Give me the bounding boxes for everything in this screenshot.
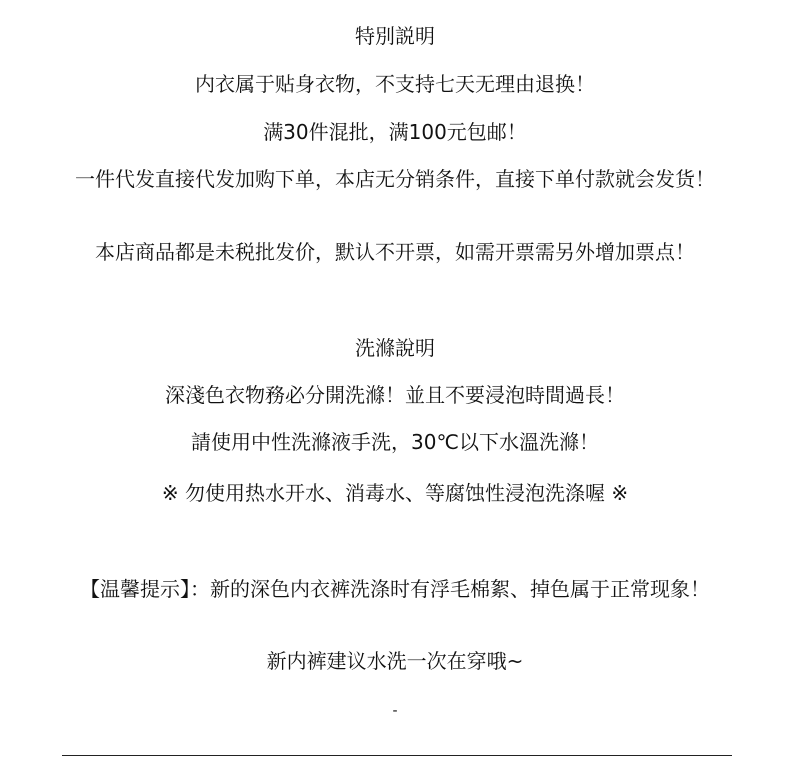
special-note-line: 一件代发直接代发加购下单，本店无分销条件，直接下单付款就会发货！ — [75, 167, 715, 191]
special-note-line: 内衣属于贴身衣物，不支持七天无理由退换！ — [195, 72, 595, 96]
bottom-rule — [62, 755, 732, 756]
special-note-line: 满30件混批，满100元包邮！ — [263, 120, 527, 144]
washing-note-line: 請使用中性洗滌液手洗，30℃以下水溫洗滌！ — [191, 430, 599, 454]
dash-separator: - — [392, 703, 398, 719]
special-note-line: 本店商品都是未税批发价，默认不开票，如需开票需另外增加票点！ — [95, 240, 695, 264]
special-notes-title: 特別説明 — [355, 24, 435, 48]
tip-line: 新内裤建议水洗一次在穿哦~ — [266, 649, 524, 673]
washing-warning-line: ※ 勿使用热水开水、消毒水、等腐蚀性浸泡洗涤喔 ※ — [161, 481, 629, 505]
washing-notes-title: 洗滌說明 — [355, 336, 435, 360]
washing-note-line: 深淺色衣物務必分開洗滌！並且不要浸泡時間過長！ — [165, 383, 625, 407]
tip-line: 【温馨提示】：新的深色内衣裤洗涤时有浮毛棉絮、掉色属于正常现象！ — [80, 577, 710, 601]
